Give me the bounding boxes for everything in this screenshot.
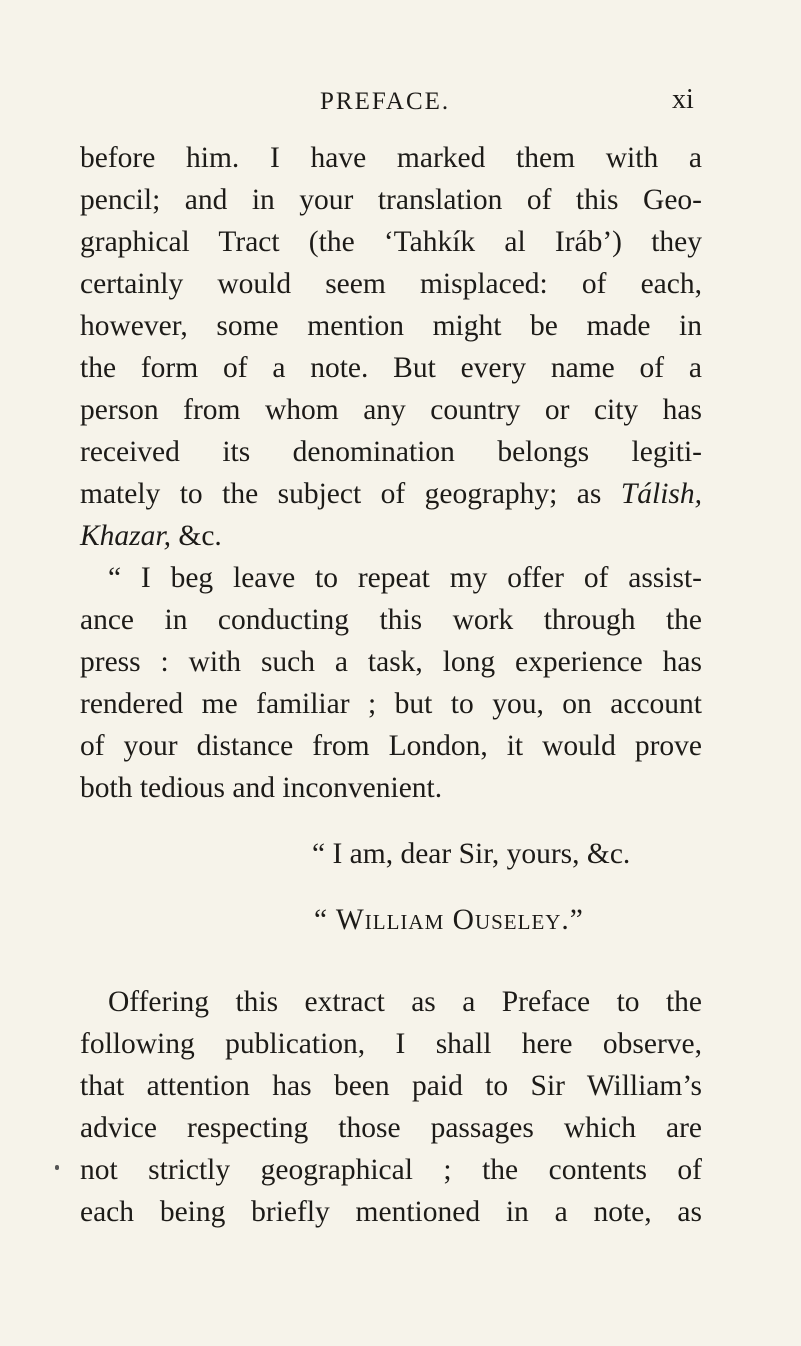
text-line: press : with such a task, long experience has <box>80 646 702 678</box>
text-line: following publication, I shall here observe, <box>80 1028 702 1060</box>
text-line: before him. I have marked them with a <box>80 142 702 174</box>
text-line: however, some mention might be made in <box>80 310 702 342</box>
running-head: PREFACE. <box>320 88 451 115</box>
text-line: of your distance from London, it would prove <box>80 730 702 762</box>
text-line: the form of a note. But every name of a <box>80 352 702 384</box>
text-line: not strictly geographical ; the contents of <box>80 1154 702 1186</box>
spacer <box>80 875 702 899</box>
text-line: received its denomination belongs legiti- <box>80 436 702 468</box>
letter-signature: “ William Ouseley.” <box>314 904 584 936</box>
ink-speck <box>55 1165 59 1170</box>
paragraph-letter-offer <box>80 557 702 809</box>
text-line: advice respecting those passages which are <box>80 1112 702 1144</box>
text-line <box>80 515 702 557</box>
italic-name: Khazar, <box>80 520 171 552</box>
text-line <box>80 473 702 515</box>
page-number: xi <box>672 84 694 115</box>
text-line: that attention has been paid to Sir William’s <box>80 1070 702 1102</box>
text-line: certainly would seem misplaced: of each, <box>80 268 702 300</box>
text-line: both tedious and inconvenient. <box>80 772 443 804</box>
text-line-part: mately to the subject of geography; as <box>80 478 602 510</box>
text-line: rendered me familiar ; but to you, on account <box>80 688 702 720</box>
page-body <box>80 137 702 1233</box>
text-line: pencil; and in your translation of this Geo- <box>80 184 702 216</box>
text-line: ance in conducting this work through the <box>80 604 702 636</box>
spacer <box>80 941 702 981</box>
text-line: Offering this extract as a Preface to the <box>108 986 702 1018</box>
text-line-part: &c. <box>171 520 222 552</box>
paragraph-letter-text <box>80 137 702 557</box>
page-header <box>0 80 801 120</box>
text-line: each being briefly mentioned in a note, as <box>80 1196 702 1228</box>
text-line: “ I beg leave to repeat my offer of assist- <box>108 562 702 594</box>
paragraph-preface <box>80 981 702 1233</box>
letter-closing: “ I am, dear Sir, yours, &c. <box>312 838 631 870</box>
italic-name: Tálish, <box>620 478 702 510</box>
spacer <box>80 809 702 833</box>
text-line: person from whom any country or city has <box>80 394 702 426</box>
text-line: graphical Tract (the ‘Tahkík al Iráb’) they <box>80 226 702 258</box>
